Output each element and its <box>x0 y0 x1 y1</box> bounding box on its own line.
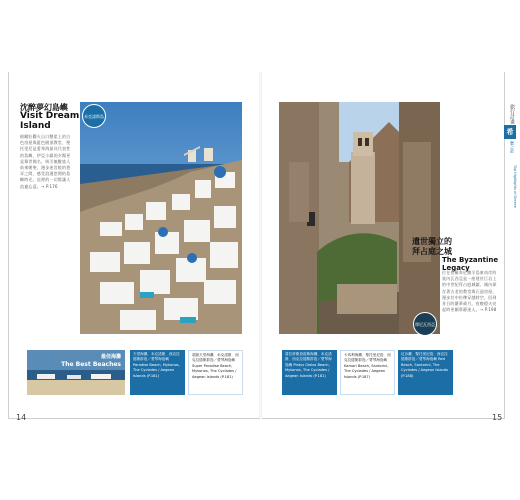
beaches-label-en: The Best Beaches <box>61 361 121 368</box>
monemvasia-photo <box>279 102 440 334</box>
santorini-photo <box>80 102 242 334</box>
left-title-cn: 沈醉夢幻島嶼 <box>20 103 68 112</box>
beaches-banner <box>27 350 125 395</box>
left-title-en: Visit Dream Island <box>20 111 80 131</box>
page-number-right: 15 <box>492 413 503 422</box>
page-number-left: 14 <box>16 413 27 422</box>
side-caption-en: Top Highlights of Greece <box>513 165 517 208</box>
right-body-text: 位在伯羅奔尼撒半島東南岸的莫內瓦西亞是一座建於巨岩上的中世紀拜占庭城鎮，城內保存著古老的教堂與石造房屋，漫步其中彷彿穿越時空，回到昔日的繁華歲月，夜晚燈火亮起時更顯寧靜迷人。→ P.198 <box>442 270 497 313</box>
location-badge-right: 摩尼瓦西亞 <box>413 312 437 336</box>
beach-card: 普拉蒂斯加洛斯海灘．米克諾斯．西克拉德斯群島／愛琴海島嶼 Platys Gialos Beach, Mykonos, The Cyclades / Aegean Islands (P.181) <box>282 350 337 395</box>
beach-card: 超級天堂海灘．米克諾斯．西克拉德斯群島／愛琴海島嶼 Super Paradise Beach, Mykonos, The Cyclades / Aegean Islands (P.181) <box>188 350 243 395</box>
side-section-label: 旅行計畫 <box>509 104 515 124</box>
book-spine <box>259 72 262 418</box>
right-title-cn-2: 拜占庭之城 <box>412 247 452 256</box>
left-body-text: 俯瞰壯觀火山口懸崖上的白色房屋與藍色圓頂教堂，聖托里尼是愛琴海最具代表性的島嶼，伊亞小鎮的夕陽更是舉世聞名，吸引無數旅人前來朝聖，漫步迷宮般的巷弄之間，感受浪漫悠閒的島嶼時光，這裡的一切都讓人流連忘返。→ P.176 <box>20 134 71 189</box>
beach-card: 紅沙灘．聖托里尼島．西克拉德斯群島／愛琴海島嶼 Red Beach, Santorini, The Cyclades / Aegean Islands (P.188) <box>398 350 453 395</box>
beach-card: 卡馬利海灘．聖托里尼島．西克拉德斯群島／愛琴海島嶼 Kamari Beach, Santorini, The Cyclades / Aegean Islands (P.187) <box>340 350 395 395</box>
side-chapter-tab: 希 <box>504 125 516 139</box>
right-title-cn-1: 遺世獨立的 <box>412 237 452 246</box>
beach-card: 天堂海灘．米克諾斯．西克拉德斯群島／愛琴海島嶼 Paradise Beach, Mykonos, The Cyclades / Aegean Islands (P.181) <box>130 350 185 395</box>
beaches-label-cn: 最佳海灘 <box>100 354 121 360</box>
right-title-en: The Byzantine Legacy <box>442 256 499 272</box>
side-caption-cn: 臘之最 <box>510 141 515 153</box>
location-badge-left: 米克諾斯島 <box>82 104 106 128</box>
